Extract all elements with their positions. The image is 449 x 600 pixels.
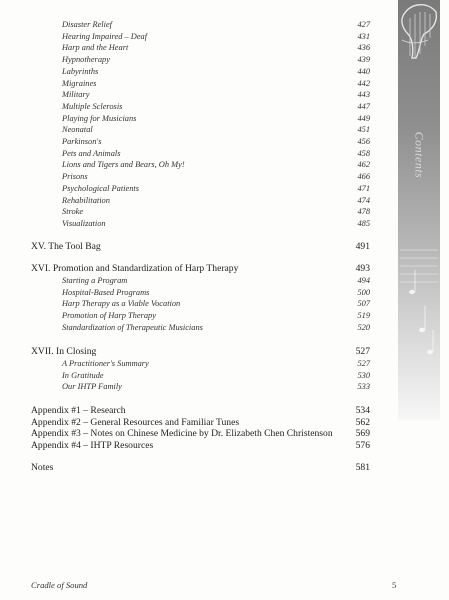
- toc-entry: [0, 124, 372, 136]
- toc-entry-label: Rehabilitation: [62, 195, 110, 205]
- toc-entry-label: XVI. Promotion and Standardization of Harp Therapy: [31, 263, 239, 274]
- toc-entry-label: Psychological Patients: [62, 183, 139, 193]
- toc-entry: [0, 241, 372, 253]
- toc-entry: [0, 136, 372, 148]
- toc-entry: [0, 440, 372, 452]
- toc-entry: [0, 218, 372, 230]
- toc-entry-label: Our IHTP Family: [62, 382, 122, 392]
- toc-entry-page: 439: [357, 55, 370, 65]
- toc-entry: [0, 287, 372, 299]
- toc-entry-page: 519: [357, 311, 370, 321]
- toc-entry-label: Visualization: [62, 218, 106, 228]
- toc-entry: [0, 78, 372, 90]
- toc-entry-page: 494: [357, 275, 370, 285]
- toc-entry-page: 507: [357, 299, 370, 309]
- toc-entry: [0, 31, 372, 43]
- toc-entry-label: Migraines: [62, 78, 97, 88]
- toc-entry: [0, 462, 372, 474]
- toc-entry-label: XV. The Tool Bag: [31, 241, 101, 252]
- toc-entry-label: Appendix #1 – Research: [31, 405, 126, 416]
- toc-entry-label: Promotion of Harp Therapy: [62, 311, 156, 321]
- toc-entry: [0, 19, 372, 31]
- toc-entry-page: 456: [357, 137, 370, 146]
- toc-entry-page: 466: [357, 172, 370, 182]
- toc-entry-label: Lions and Tigers and Bears, Oh My!: [62, 160, 185, 170]
- toc-entry-page: 427: [357, 20, 370, 29]
- toc-entry: [0, 381, 372, 393]
- toc-entry-label: Stroke: [62, 207, 84, 217]
- toc-entry-page: 491: [355, 241, 370, 252]
- footer-page-number: 5: [392, 580, 397, 590]
- toc-entry-page: 442: [357, 78, 370, 88]
- toc-entry-label: In Gratitude: [62, 370, 104, 380]
- toc-entry-label: Hearing Impaired – Deaf: [62, 31, 148, 41]
- toc-entry-page: 436: [357, 43, 370, 53]
- toc-entry: [0, 417, 372, 429]
- toc-entry-page: 576: [355, 439, 370, 451]
- toc-entry: [0, 298, 372, 310]
- toc-entry-label: Harp and the Heart: [62, 43, 129, 53]
- toc-entry: [0, 42, 372, 54]
- toc-entry-label: Military: [62, 90, 90, 100]
- toc-entry: [0, 159, 372, 171]
- toc-entry: [0, 263, 372, 275]
- toc-entry-page: 431: [357, 31, 370, 41]
- toc-entry: [0, 113, 372, 125]
- toc-entry: [0, 54, 372, 66]
- toc-entry-label: Standardization of Therapeutic Musicians: [62, 323, 203, 332]
- toc-entry-page: 562: [355, 416, 370, 428]
- toc-entry-page: 527: [357, 358, 370, 368]
- toc-entry-page: 581: [355, 462, 370, 473]
- toc-entry: [0, 405, 372, 417]
- toc-entry-page: 474: [357, 195, 370, 205]
- toc-entry: [0, 428, 372, 440]
- toc-entry: [0, 275, 372, 287]
- toc-entry-label: Appendix #2 – General Resources and Familiar Tunes: [31, 416, 240, 428]
- toc-entry: [0, 148, 372, 160]
- toc-entry-page: 527: [355, 346, 370, 357]
- toc-entry-label: Appendix #3 – Notes on Chinese Medicine by Dr. Elizabeth Chen Christenson: [31, 428, 333, 440]
- toc-entry-label: Disaster Relief: [62, 20, 113, 29]
- toc-entry: [0, 183, 372, 195]
- toc-entry: [0, 346, 372, 358]
- toc-entry: [0, 322, 372, 334]
- toc-entry-label: Labyrinths: [62, 66, 99, 76]
- toc-entry-page: 451: [357, 125, 370, 135]
- toc-entry: [0, 358, 372, 370]
- toc-entry: [0, 66, 372, 78]
- toc-entry-page: 471: [357, 183, 370, 193]
- toc-entry-page: 500: [357, 287, 370, 297]
- toc-entry-label: Prisons: [62, 172, 88, 182]
- toc-entry-label: Pets and Animals: [62, 148, 121, 158]
- toc-entry-page: 534: [355, 405, 370, 416]
- toc-entry-label: Neonatal: [62, 125, 93, 135]
- toc-entry: [0, 89, 372, 101]
- toc-entry: [0, 171, 372, 183]
- toc-entry-page: 530: [357, 370, 370, 380]
- toc-entry: [0, 370, 372, 382]
- toc-entry-page: 493: [355, 263, 370, 274]
- toc-entry-label: Playing for Musicians: [62, 113, 137, 123]
- toc-entry-page: 533: [357, 382, 370, 392]
- toc-entry-label: XVII. In Closing: [31, 346, 97, 357]
- toc-entry-label: Multiple Sclerosis: [62, 101, 123, 111]
- toc-entry-label: Harp Therapy as a Viable Vocation: [62, 299, 181, 309]
- toc-entry-page: 462: [357, 160, 370, 170]
- toc-entry-label: Appendix #4 – IHTP Resources: [31, 439, 154, 451]
- toc-entry-page: 449: [357, 113, 370, 123]
- toc-entry-page: 569: [355, 428, 370, 440]
- toc-entry: [0, 206, 372, 218]
- toc-entry-label: Notes: [31, 462, 54, 473]
- toc-entry-page: 485: [357, 218, 370, 228]
- toc-entry-page: 520: [357, 323, 370, 332]
- footer-book-title: Cradle of Sound: [31, 580, 88, 590]
- toc-entry: [0, 195, 372, 207]
- toc-entry-page: 447: [357, 101, 370, 111]
- toc-entry-label: A Practitioner's Summary: [62, 358, 149, 368]
- toc-entry-label: Hospital-Based Programs: [62, 287, 150, 297]
- toc-entry-page: 443: [357, 90, 370, 100]
- toc-entry-label: Parkinson's: [62, 137, 102, 146]
- toc-entry-label: Starting a Program: [62, 275, 128, 285]
- toc-entry: [0, 310, 372, 322]
- toc-entry-page: 478: [357, 207, 370, 217]
- toc-entry: [0, 101, 372, 113]
- toc-entry-page: 458: [357, 148, 370, 158]
- contents-side-label: Contents: [412, 131, 427, 179]
- toc-entry-page: 440: [357, 66, 370, 76]
- toc-entry-label: Hypnotherapy: [62, 55, 110, 65]
